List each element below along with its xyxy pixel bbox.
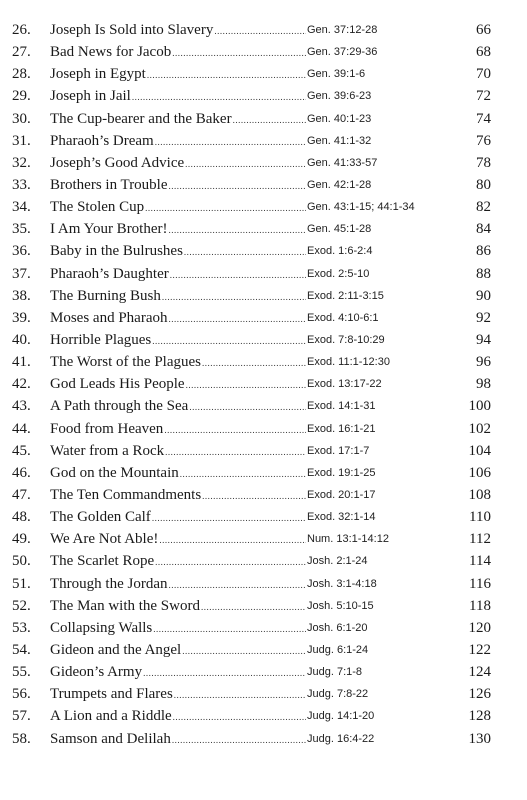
page-number: 108 <box>468 486 491 503</box>
scripture-reference: Gen. 39:1-6 <box>307 68 366 81</box>
dot-leader <box>155 551 306 573</box>
entry-title-with-leader <box>50 307 306 330</box>
dot-leader <box>169 219 306 241</box>
dot-leader <box>143 662 306 684</box>
entry-title: Joseph in Egypt <box>50 66 146 83</box>
entry-number: 35. <box>12 221 31 238</box>
dot-leader <box>169 175 306 197</box>
dot-leader <box>170 264 306 286</box>
scripture-reference: Gen. 42:1-28 <box>307 178 372 191</box>
toc-entry <box>0 130 527 152</box>
page-number: 86 <box>476 243 491 260</box>
entry-title: Water from a Rock <box>50 442 165 459</box>
scripture-reference: Exod. 7:8-10:29 <box>307 333 385 346</box>
toc-entry <box>0 683 527 705</box>
page-number: 92 <box>476 309 491 326</box>
entry-number: 26. <box>12 22 31 38</box>
dot-leader <box>189 396 306 418</box>
page-number: 66 <box>476 22 491 38</box>
dot-leader <box>159 529 306 551</box>
entry-title: Collapsing Walls <box>50 619 153 636</box>
page-number: 96 <box>476 354 491 371</box>
dot-leader <box>233 109 306 131</box>
entry-number: 36. <box>12 243 31 260</box>
scripture-reference: Exod. 11:1-12:30 <box>307 356 390 369</box>
scripture-reference: Judg. 6:1-24 <box>307 643 369 656</box>
entry-title: The Scarlet Rope <box>50 553 155 570</box>
entry-number: 54. <box>12 641 31 658</box>
entry-number: 34. <box>12 199 31 216</box>
scripture-reference: Exod. 2:5-10 <box>307 267 370 280</box>
dot-leader <box>164 419 306 441</box>
entry-number: 56. <box>12 686 31 703</box>
toc-entry <box>0 528 527 550</box>
toc-entry <box>0 728 527 750</box>
entry-title-with-leader <box>50 19 306 42</box>
entry-title: The Cup-bearer and the Baker <box>50 110 232 127</box>
toc-entry <box>0 351 527 373</box>
scripture-reference: Gen. 45:1-28 <box>307 223 372 236</box>
entry-title: The Stolen Cup <box>50 199 145 216</box>
page-number: 68 <box>476 44 491 61</box>
dot-leader <box>152 330 306 352</box>
entry-number: 49. <box>12 531 31 548</box>
dot-leader <box>132 86 306 108</box>
entry-title-with-leader <box>50 617 306 640</box>
dot-leader <box>202 485 306 507</box>
toc-entry <box>0 617 527 639</box>
entry-title-with-leader <box>50 484 306 507</box>
scripture-reference: Josh. 6:1-20 <box>307 621 368 634</box>
entry-number: 27. <box>12 44 31 61</box>
scripture-reference: Exod. 16:1-21 <box>307 422 376 435</box>
scripture-reference: Exod. 2:11-3:15 <box>307 289 384 302</box>
dot-leader <box>165 441 306 463</box>
entry-number: 30. <box>12 110 31 127</box>
toc-entry <box>0 218 527 240</box>
page-number: 84 <box>476 221 491 238</box>
dot-leader <box>184 241 306 263</box>
entry-title-with-leader <box>50 85 306 108</box>
page-number: 130 <box>468 730 491 747</box>
dot-leader <box>172 42 306 64</box>
dot-leader <box>202 352 306 374</box>
toc-entry <box>0 484 527 506</box>
dot-leader <box>173 706 306 728</box>
scripture-reference: Exod. 20:1-17 <box>307 488 376 501</box>
scripture-reference: Gen. 37:12-28 <box>307 24 378 36</box>
entry-title: We Are Not Able! <box>50 531 159 548</box>
scripture-reference: Josh. 3:1-4:18 <box>307 577 377 590</box>
entry-title-with-leader <box>50 595 306 618</box>
page-number: 124 <box>468 664 491 681</box>
entry-title-with-leader <box>50 130 306 153</box>
page-number: 72 <box>476 88 491 105</box>
entry-title-with-leader <box>50 329 306 352</box>
page-number: 82 <box>476 199 491 216</box>
dot-leader <box>185 153 306 175</box>
toc-entry <box>0 240 527 262</box>
entry-title-with-leader <box>50 573 306 596</box>
scripture-reference: Judg. 16:4-22 <box>307 732 375 745</box>
entry-title-with-leader <box>50 440 306 463</box>
page-number: 128 <box>468 708 491 725</box>
page-number: 114 <box>469 553 491 570</box>
scripture-reference: Judg. 14:1-20 <box>307 710 375 723</box>
page-number: 106 <box>468 464 491 481</box>
table-of-contents <box>0 19 527 750</box>
dot-leader <box>162 286 306 308</box>
entry-title-with-leader <box>50 639 306 662</box>
scripture-reference: Gen. 41:33-57 <box>307 156 378 169</box>
scripture-reference: Gen. 43:1-15; 44:1-34 <box>307 201 415 214</box>
entry-title-with-leader <box>50 550 306 573</box>
page-number: 74 <box>476 110 491 127</box>
entry-number: 47. <box>12 486 31 503</box>
entry-number: 28. <box>12 66 31 83</box>
entry-title: The Worst of the Plagues <box>50 354 201 371</box>
entry-number: 50. <box>12 553 31 570</box>
scripture-reference: Gen. 40:1-23 <box>307 112 372 125</box>
page-number: 120 <box>468 619 491 636</box>
entry-title: Samson and Delilah <box>50 730 171 747</box>
scripture-reference: Exod. 32:1-14 <box>307 511 376 524</box>
scripture-reference: Judg. 7:8-22 <box>307 688 369 701</box>
entry-title: A Path through the Sea <box>50 398 189 415</box>
toc-entry <box>0 462 527 484</box>
toc-entry <box>0 395 527 417</box>
page-number: 76 <box>476 132 491 149</box>
toc-entry <box>0 85 527 107</box>
dot-leader <box>172 729 306 751</box>
entry-number: 53. <box>12 619 31 636</box>
scripture-reference: Josh. 2:1-24 <box>307 555 368 568</box>
dot-leader <box>186 374 306 396</box>
entry-title-with-leader <box>50 196 306 219</box>
entry-title-with-leader <box>50 528 306 551</box>
page-number: 90 <box>476 287 491 304</box>
page-number: 116 <box>469 575 491 592</box>
entry-title-with-leader <box>50 152 306 175</box>
dot-leader <box>147 64 306 86</box>
entry-title: God on the Mountain <box>50 464 179 481</box>
entry-title-with-leader <box>50 263 306 286</box>
entry-title-with-leader <box>50 728 306 751</box>
entry-title: Joseph’s Good Advice <box>50 154 185 171</box>
entry-number: 38. <box>12 287 31 304</box>
dot-leader <box>168 574 306 596</box>
page-number: 126 <box>468 686 491 703</box>
scripture-reference: Josh. 5:10-15 <box>307 599 374 612</box>
page-number: 102 <box>468 420 491 437</box>
entry-title: The Burning Bush <box>50 287 161 304</box>
dot-leader <box>145 197 306 219</box>
entry-title: The Man with the Sword <box>50 597 200 614</box>
scripture-reference: Exod. 1:6-2:4 <box>307 245 373 258</box>
page-number: 88 <box>476 265 491 282</box>
page-number: 70 <box>476 66 491 83</box>
toc-entry <box>0 152 527 174</box>
entry-title-with-leader <box>50 108 306 131</box>
entry-title: Pharaoh’s Daughter <box>50 265 169 282</box>
entry-title-with-leader <box>50 683 306 706</box>
entry-title: Gideon’s Army <box>50 664 143 681</box>
scripture-reference: Exod. 13:17-22 <box>307 378 382 391</box>
entry-number: 40. <box>12 331 31 348</box>
entry-number: 55. <box>12 664 31 681</box>
entry-title: Pharaoh’s Dream <box>50 132 154 149</box>
dot-leader <box>201 596 306 618</box>
page-number: 94 <box>476 331 491 348</box>
scripture-reference: Gen. 41:1-32 <box>307 134 372 147</box>
scripture-reference: Gen. 37:29-36 <box>307 46 378 59</box>
scripture-reference: Exod. 17:1-7 <box>307 444 370 457</box>
entry-title-with-leader <box>50 395 306 418</box>
entry-title-with-leader <box>50 418 306 441</box>
page-number: 118 <box>469 597 491 614</box>
toc-entry <box>0 108 527 130</box>
toc-entry <box>0 418 527 440</box>
entry-title-with-leader <box>50 351 306 374</box>
entry-title: Horrible Plagues <box>50 331 152 348</box>
scripture-reference: Gen. 39:6-23 <box>307 90 372 103</box>
dot-leader <box>168 308 306 330</box>
toc-entry <box>0 506 527 528</box>
toc-entry <box>0 550 527 572</box>
entry-number: 45. <box>12 442 31 459</box>
entry-title: The Ten Commandments <box>50 486 202 503</box>
dot-leader <box>182 640 306 662</box>
dot-leader <box>152 507 306 529</box>
toc-entry <box>0 639 527 661</box>
toc-entry <box>0 573 527 595</box>
dot-leader <box>180 463 306 485</box>
entry-title: Brothers in Trouble <box>50 176 168 193</box>
toc-entry <box>0 705 527 727</box>
entry-title-with-leader <box>50 174 306 197</box>
dot-leader <box>214 20 306 42</box>
entry-title: Baby in the Bulrushes <box>50 243 183 260</box>
page-number: 110 <box>469 509 491 526</box>
entry-title: Moses and Pharaoh <box>50 309 168 326</box>
entry-title: A Lion and a Riddle <box>50 708 172 725</box>
entry-number: 51. <box>12 575 31 592</box>
entry-title-with-leader <box>50 373 306 396</box>
entry-title-with-leader <box>50 705 306 728</box>
entry-title: God Leads His People <box>50 376 185 393</box>
entry-title: Gideon and the Angel <box>50 641 182 658</box>
page-number: 78 <box>476 154 491 171</box>
toc-entry <box>0 661 527 683</box>
entry-number: 43. <box>12 398 31 415</box>
toc-entry <box>0 263 527 285</box>
entry-number: 37. <box>12 265 31 282</box>
entry-number: 46. <box>12 464 31 481</box>
entry-title: I Am Your Brother! <box>50 221 168 238</box>
entry-number: 44. <box>12 420 31 437</box>
dot-leader <box>174 684 306 706</box>
scripture-reference: Num. 13:1-14:12 <box>307 533 389 546</box>
entry-title-with-leader <box>50 240 306 263</box>
entry-number: 57. <box>12 708 31 725</box>
page-number: 122 <box>468 641 491 658</box>
toc-entry <box>0 307 527 329</box>
entry-number: 31. <box>12 132 31 149</box>
scripture-reference: Exod. 14:1-31 <box>307 400 376 413</box>
scripture-reference: Judg. 7:1-8 <box>307 666 363 679</box>
entry-title: Through the Jordan <box>50 575 168 592</box>
toc-entry <box>0 196 527 218</box>
toc-entry <box>0 19 527 41</box>
entry-title-with-leader <box>50 506 306 529</box>
page-number: 104 <box>468 442 491 459</box>
entry-number: 48. <box>12 509 31 526</box>
entry-title: Joseph in Jail <box>50 88 131 105</box>
toc-entry <box>0 41 527 63</box>
scripture-reference: Exod. 19:1-25 <box>307 466 376 479</box>
entry-number: 52. <box>12 597 31 614</box>
entry-number: 33. <box>12 176 31 193</box>
dot-leader <box>155 131 306 153</box>
scripture-reference: Exod. 4:10-6:1 <box>307 311 379 324</box>
entry-title: Bad News for Jacob <box>50 44 172 61</box>
entry-number: 58. <box>12 730 31 747</box>
entry-title: The Golden Calf <box>50 509 151 526</box>
entry-number: 41. <box>12 354 31 371</box>
entry-title: Food from Heaven <box>50 420 164 437</box>
dot-leader <box>153 618 306 640</box>
page-number: 80 <box>476 176 491 193</box>
entry-title: Joseph Is Sold into Slavery <box>50 22 214 38</box>
toc-entry <box>0 174 527 196</box>
entry-title-with-leader <box>50 41 306 64</box>
toc-entry <box>0 373 527 395</box>
entry-number: 29. <box>12 88 31 105</box>
entry-number: 32. <box>12 154 31 171</box>
entry-title-with-leader <box>50 462 306 485</box>
page-number: 98 <box>476 376 491 393</box>
entry-title-with-leader <box>50 218 306 241</box>
entry-title-with-leader <box>50 63 306 86</box>
toc-entry <box>0 440 527 462</box>
entry-title: Trumpets and Flares <box>50 686 173 703</box>
toc-entry <box>0 329 527 351</box>
toc-entry <box>0 63 527 85</box>
page-number: 112 <box>469 531 491 548</box>
toc-entry <box>0 285 527 307</box>
entry-title-with-leader <box>50 285 306 308</box>
page-number: 100 <box>468 398 491 415</box>
entry-number: 42. <box>12 376 31 393</box>
entry-number: 39. <box>12 309 31 326</box>
entry-title-with-leader <box>50 661 306 684</box>
toc-entry <box>0 595 527 617</box>
